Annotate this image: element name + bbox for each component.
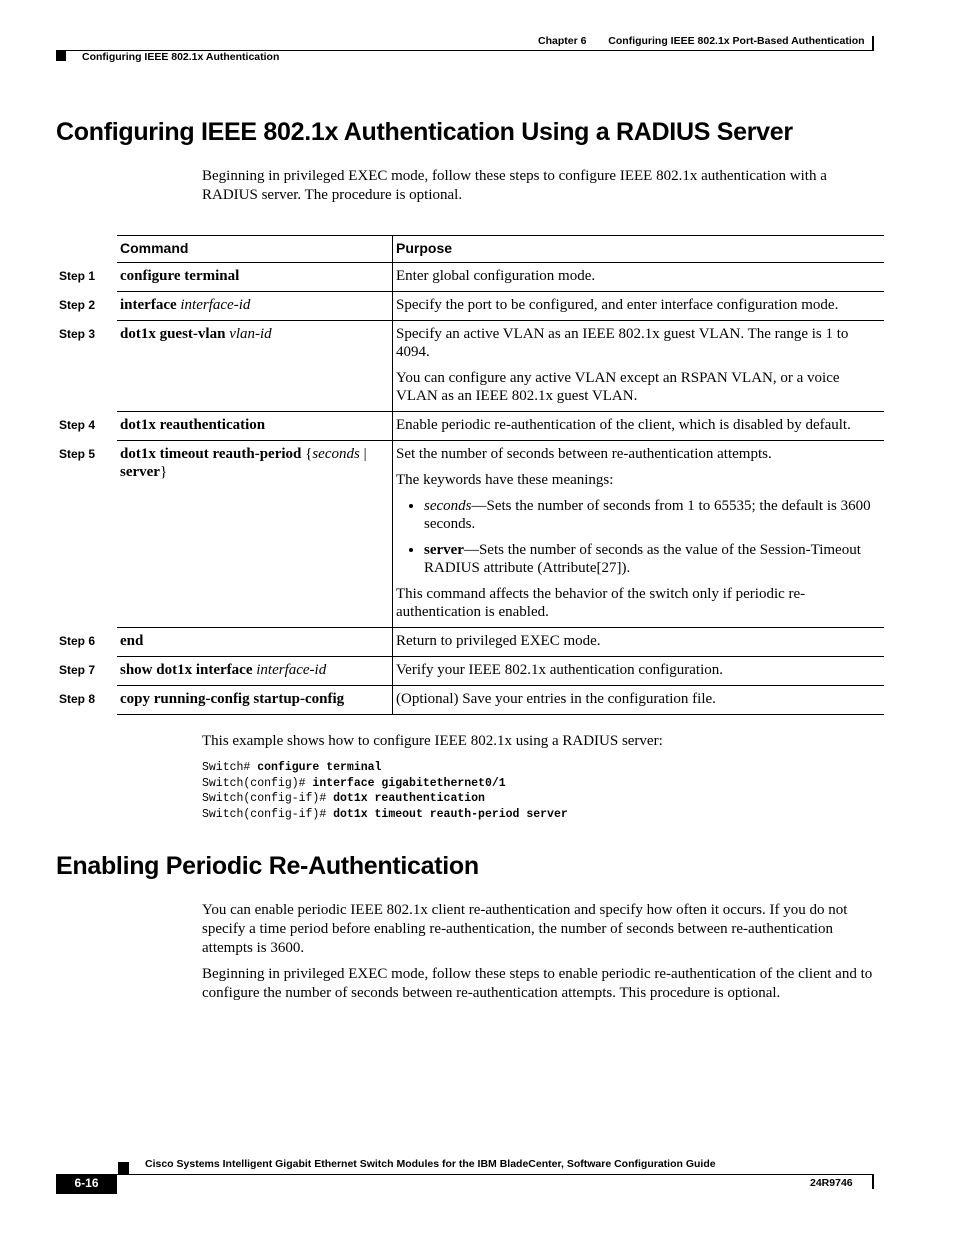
- command-cell: dot1x timeout reauth-period {seconds | server}: [117, 441, 393, 628]
- table-header-row: [57, 236, 884, 263]
- step-label: Step 6: [59, 633, 96, 648]
- command-cell: dot1x reauthentication: [117, 412, 393, 441]
- reauth-paragraph-1: You can enable periodic IEEE 802.1x client re-authentication and specify how often it occurs. If you do not specify a time period before enabling re-authentication, the number of seconds between re-authentication attempts is 3600.: [202, 902, 848, 956]
- command-cell: interface interface-id: [117, 292, 393, 321]
- header-right-bar: [872, 36, 874, 50]
- col-command: Command: [117, 236, 393, 263]
- table-row: [57, 441, 884, 628]
- step-label: Step 7: [59, 662, 96, 677]
- footer-rule: [56, 1174, 874, 1175]
- step-label: Step 1: [59, 268, 96, 283]
- chapter-title: Configuring IEEE 802.1x Port-Based Authentication: [608, 35, 865, 47]
- table-row: [57, 686, 884, 715]
- footer-page-number: 6-16: [74, 1176, 99, 1190]
- reauth-paragraph-2: Beginning in privileged EXEC mode, follow these steps to enable periodic re-authentication of the client and to configure the number of seconds between re-authentication attempts. This procedure is optional.: [202, 966, 873, 1001]
- code-example: Switch# configure terminal Switch(config)# interface gigabitethernet0/1 Switch(config-if)# dot1x reauthentication Switch(config-if)# dot1x timeout reauth-period server: [202, 761, 568, 821]
- chapter-number: Chapter 6: [538, 35, 587, 47]
- purpose-cell: Verify your IEEE 802.1x authentication configuration.: [393, 657, 885, 686]
- section-title-reauth: Enabling Periodic Re-Authentication: [56, 852, 479, 880]
- step-label: Step 5: [59, 446, 96, 461]
- table-row: [57, 628, 884, 657]
- command-cell: dot1x guest-vlan vlan-id: [117, 321, 393, 412]
- section-intro: Beginning in privileged EXEC mode, follow these steps to configure IEEE 802.1x authentication with a RADIUS server. The procedure is optional.: [202, 168, 827, 203]
- footer-square: [118, 1162, 129, 1174]
- command-cell: show dot1x interface interface-id: [117, 657, 393, 686]
- purpose-cell: Enter global configuration mode.: [393, 263, 885, 292]
- footer-guide-title: Cisco Systems Intelligent Gigabit Ethernet Switch Modules for the IBM BladeCenter, Software Configuration Guide: [145, 1158, 716, 1170]
- list-item: • server—Sets the number of seconds as the value of the Session-Timeout RADIUS attribute (Attribute[27]).: [424, 541, 880, 577]
- step-label: Step 2: [59, 297, 96, 312]
- purpose-cell: Specify an active VLAN as an IEEE 802.1x guest VLAN. The range is 1 to 4094. You can configure any active VLAN except an RSPAN VLAN, or a voice VLAN as an IEEE 802.1x guest VLAN.: [393, 321, 885, 412]
- table-row: [57, 292, 884, 321]
- table-row: [57, 657, 884, 686]
- col-purpose: Purpose: [393, 236, 885, 263]
- table-row: [57, 412, 884, 441]
- step-label: Step 8: [59, 691, 96, 706]
- command-cell: end: [117, 628, 393, 657]
- table-row: [57, 321, 884, 412]
- header-chapter: [538, 35, 865, 47]
- footer-right-bar: [872, 1175, 874, 1189]
- purpose-cell: Set the number of seconds between re-authentication attempts. The keywords have these meanings: • seconds—Sets the number of seconds from 1 to 65535; the default is 3600 seconds. • server—Sets the number of seconds as the value of the Session-Timeout RADIUS attribute (Attribute[27]). This command affects the behavior of the switch only if periodic re-authentication is enabled.: [393, 441, 885, 628]
- section-title-radius: Configuring IEEE 802.1x Authentication Using a RADIUS Server: [56, 118, 793, 146]
- footer-doc-id: 24R9746: [810, 1177, 853, 1189]
- purpose-cell: Specify the port to be configured, and enter interface configuration mode.: [393, 292, 885, 321]
- table-row: [57, 263, 884, 292]
- step-label: Step 4: [59, 417, 96, 432]
- header-section: Configuring IEEE 802.1x Authentication: [82, 51, 280, 63]
- step-label: Step 3: [59, 326, 96, 341]
- purpose-cell: Enable periodic re-authentication of the client, which is disabled by default.: [393, 412, 885, 441]
- purpose-cell: (Optional) Save your entries in the configuration file.: [393, 686, 885, 715]
- example-intro: This example shows how to configure IEEE 802.1x using a RADIUS server:: [202, 733, 663, 749]
- keyword-list: [396, 497, 880, 577]
- header-square: [56, 50, 66, 61]
- command-cell: copy running-config startup-config: [117, 686, 393, 715]
- list-item: • seconds—Sets the number of seconds from 1 to 65535; the default is 3600 seconds.: [424, 497, 880, 533]
- command-cell: configure terminal: [117, 263, 393, 292]
- steps-table: [57, 235, 884, 715]
- purpose-cell: Return to privileged EXEC mode.: [393, 628, 885, 657]
